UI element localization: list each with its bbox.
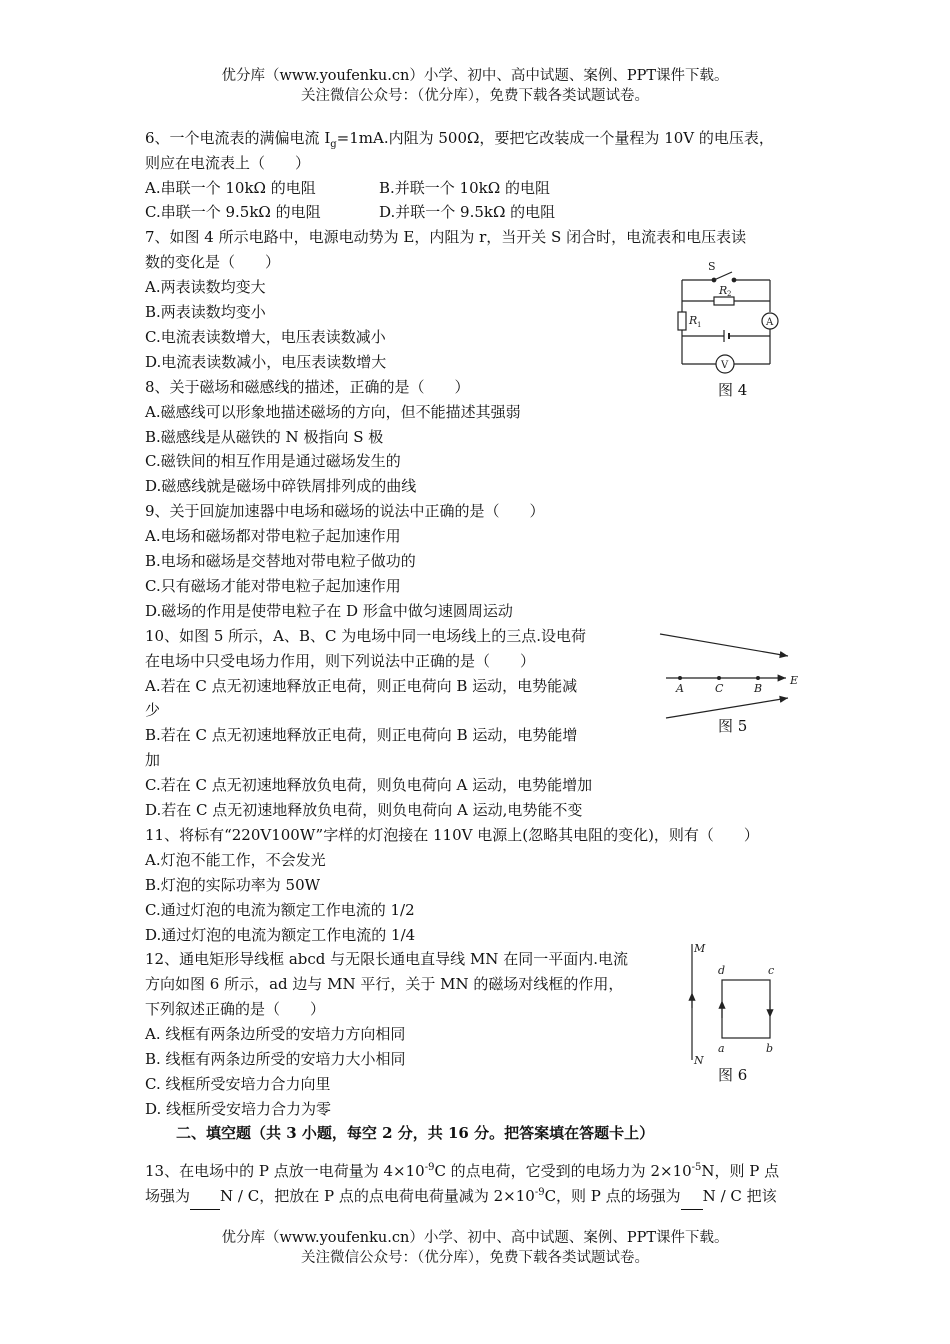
q13-l1-b: C 的点电荷，它受到的电场力为 2×10 (434, 1162, 692, 1180)
q13-l2-c: C，则 P 点的场强为 (544, 1187, 681, 1205)
q8-option-a: A.磁感线可以形象地描述磁场的方向，但不能描述其强弱 (145, 403, 521, 421)
q10-option-a-line-2: 少 (145, 701, 161, 719)
q6-stem-sub: g (330, 139, 337, 150)
q10-option-d: D.若在 C 点无初速地释放负电荷，则负电荷向 A 运动,电势能不变 (145, 801, 583, 819)
q10-stem-line-2: 在电场中只受电场力作用，则下列说法中正确的是（ ） (145, 652, 536, 670)
fig6-label-m: M (694, 942, 706, 955)
fig6-label-a: a (718, 1042, 725, 1055)
footer-line-1: 优分库（www.youfenku.cn）小学、初中、高中试题、案例、PPT课件下载。 (221, 1230, 729, 1246)
q12-stem-line-2: 方向如图 6 所示，ad 边与 MN 平行，关于 MN 的磁场对线框的作用， (145, 975, 624, 993)
q12-stem-line-3: 下列叙述正确的是（ ） (145, 1000, 326, 1018)
q12-option-a: A. 线框有两条边所受的安培力方向相同 (145, 1025, 406, 1043)
q7-option-c: C.电流表读数增大，电压表读数减小 (145, 328, 386, 346)
fig4-label-ammeter: A (766, 317, 774, 328)
q11-option-b: B.灯泡的实际功率为 50W (145, 876, 321, 894)
header-line-1: 优分库（www.youfenku.cn）小学、初中、高中试题、案例、PPT课件下载。 (221, 68, 729, 84)
q11-stem: 11、将标有“220V100W”字样的灯泡接在 110V 电源上(忽略其电阻的变化)，则有（ ） (145, 826, 759, 844)
fig4-switch-blade (714, 272, 732, 280)
fig4-label-r1-sub: 1 (697, 321, 702, 329)
q11-option-d: D.通过灯泡的电流为额定工作电流的 1/4 (145, 926, 416, 944)
figure-5-caption: 图 5 (718, 717, 748, 735)
q13-l1-a: 13、在电场中的 P 点放一电荷量为 4×10 (145, 1162, 425, 1180)
header-line-2: 关注微信公众号：（优分库），免费下载各类试题试卷。 (301, 88, 649, 104)
fig4-resistor-r2 (714, 297, 734, 305)
q6-stem-line-2: 则应在电流表上（ ） (145, 154, 311, 172)
q12-option-b: B. 线框有两条边所受的安培力大小相同 (145, 1050, 406, 1068)
q13-l2-d: N / C 把该 (702, 1187, 777, 1205)
figure-4-circuit (670, 258, 795, 378)
q9-option-d: D.磁场的作用是使带电粒子在 D 形盒中做匀速圆周运动 (145, 602, 513, 620)
q13-l1-sup1: -9 (424, 1162, 435, 1173)
q6-option-a: A.串联一个 10kΩ 的电阻 (145, 179, 316, 197)
fig5-label-a: A (676, 682, 684, 695)
q6-stem-b: =1mA.内阻为 500Ω，要把它改装成一个量程为 10V 的电压表， (336, 129, 774, 147)
fig5-label-b: B (754, 682, 763, 695)
q9-stem: 9、关于回旋加速器中电场和磁场的说法中正确的是（ ） (145, 502, 545, 520)
q13-l2-a: 场强为 (145, 1187, 191, 1205)
q6-option-c: C.串联一个 9.5kΩ 的电阻 (145, 203, 321, 221)
fig6-label-b: b (766, 1042, 774, 1055)
figure-6-caption: 图 6 (718, 1066, 748, 1084)
q13-blank-2[interactable] (681, 1184, 703, 1210)
q12-stem-line-1: 12、通电矩形导线框 abcd 与无限长通电直导线 MN 在同一平面内.电流 (145, 950, 628, 968)
q9-option-a: A.电场和磁场都对带电粒子起加速作用 (145, 527, 401, 545)
q10-option-a-line-1: A.若在 C 点无初速地释放正电荷，则正电荷向 B 运动，电势能减 (145, 677, 578, 695)
figure-5-field-lines (656, 626, 806, 726)
q6-option-b: B.并联一个 10kΩ 的电阻 (379, 179, 550, 197)
q10-option-b-line-2: 加 (145, 751, 161, 769)
q6-option-d: D.并联一个 9.5kΩ 的电阻 (379, 203, 556, 221)
fig5-field-line-top (660, 634, 788, 656)
q7-stem-line-2: 数的变化是（ ） (145, 253, 281, 271)
fig4-label-r1: R (689, 314, 698, 327)
q9-option-c: C.只有磁场才能对带电粒子起加速作用 (145, 577, 401, 595)
q13-blank-1[interactable] (190, 1184, 220, 1210)
q7-option-b: B.两表读数均变小 (145, 303, 266, 321)
fig5-point-c (717, 676, 721, 680)
q7-stem-line-1: 7、如图 4 所示电路中，电源电动势为 E，内阻为 r，当开关 S 闭合时，电流表和电压表读 (145, 228, 747, 246)
q8-option-d: D.磁感线就是磁场中碎铁屑排列成的曲线 (145, 477, 417, 495)
fig5-label-e: E (790, 674, 799, 687)
section-2-heading: 二、填空题（共 3 小题，每空 2 分，共 16 分。把答案填在答题卡上） (176, 1124, 655, 1142)
q8-option-c: C.磁铁间的相互作用是通过磁场发生的 (145, 452, 401, 470)
q7-option-a: A.两表读数均变大 (145, 278, 266, 296)
q13-l1-c: N，则 P 点 (701, 1162, 780, 1180)
fig4-label-voltmeter: V (721, 360, 729, 371)
q11-option-c: C.通过灯泡的电流为额定工作电流的 1/2 (145, 901, 415, 919)
figure-6-wire-loop (684, 938, 788, 1066)
fig5-point-a (678, 676, 682, 680)
fig6-label-n: N (694, 1054, 704, 1066)
q13-line-2 (145, 1180, 777, 1210)
q10-stem-line-1: 10、如图 5 所示，A、B、C 为电场中同一电场线上的三点.设电荷 (145, 627, 587, 645)
q8-stem: 8、关于磁场和磁感线的描述，正确的是（ ） (145, 378, 470, 396)
fig5-field-line-bottom (666, 698, 788, 718)
fig4-switch-contact (732, 278, 736, 282)
q10-option-b-line-1: B.若在 C 点无初速地释放正电荷，则正电荷向 B 运动，电势能增 (145, 726, 578, 744)
q6-stem-a: 6、一个电流表的满偏电流 I (145, 129, 331, 147)
fig4-label-r2: R (719, 284, 728, 297)
q13-l2-sup: -9 (534, 1187, 545, 1198)
fig4-resistor-r1 (678, 312, 686, 330)
q10-option-c: C.若在 C 点无初速地释放负电荷，则负电荷向 A 运动，电势能增加 (145, 776, 593, 794)
q7-option-d: D.电流表读数减小，电压表读数增大 (145, 353, 387, 371)
q11-option-a: A.灯泡不能工作，不会发光 (145, 851, 326, 869)
q8-option-b: B.磁感线是从磁铁的 N 极指向 S 极 (145, 428, 384, 446)
q13-l1-sup2: -5 (691, 1162, 702, 1173)
fig5-point-b (756, 676, 760, 680)
fig4-label-s: S (708, 260, 716, 273)
figure-4-caption: 图 4 (718, 381, 748, 399)
fig6-label-c: c (768, 964, 775, 977)
q9-option-b: B.电场和磁场是交替地对带电粒子做功的 (145, 552, 416, 570)
fig6-loop-abcd (722, 980, 770, 1038)
footer-line-2: 关注微信公众号：（优分库），免费下载各类试题试卷。 (301, 1250, 649, 1266)
q13-l2-b: N / C，把放在 P 点的点电荷电荷量减为 2×10 (220, 1187, 535, 1205)
fig4-label-r2-sub: 2 (727, 290, 732, 298)
fig5-label-c: C (715, 682, 724, 695)
q12-option-c: C. 线框所受安培力合力向里 (145, 1075, 331, 1093)
q12-option-d: D. 线框所受安培力合力为零 (145, 1100, 332, 1118)
fig6-label-d: d (718, 964, 726, 977)
